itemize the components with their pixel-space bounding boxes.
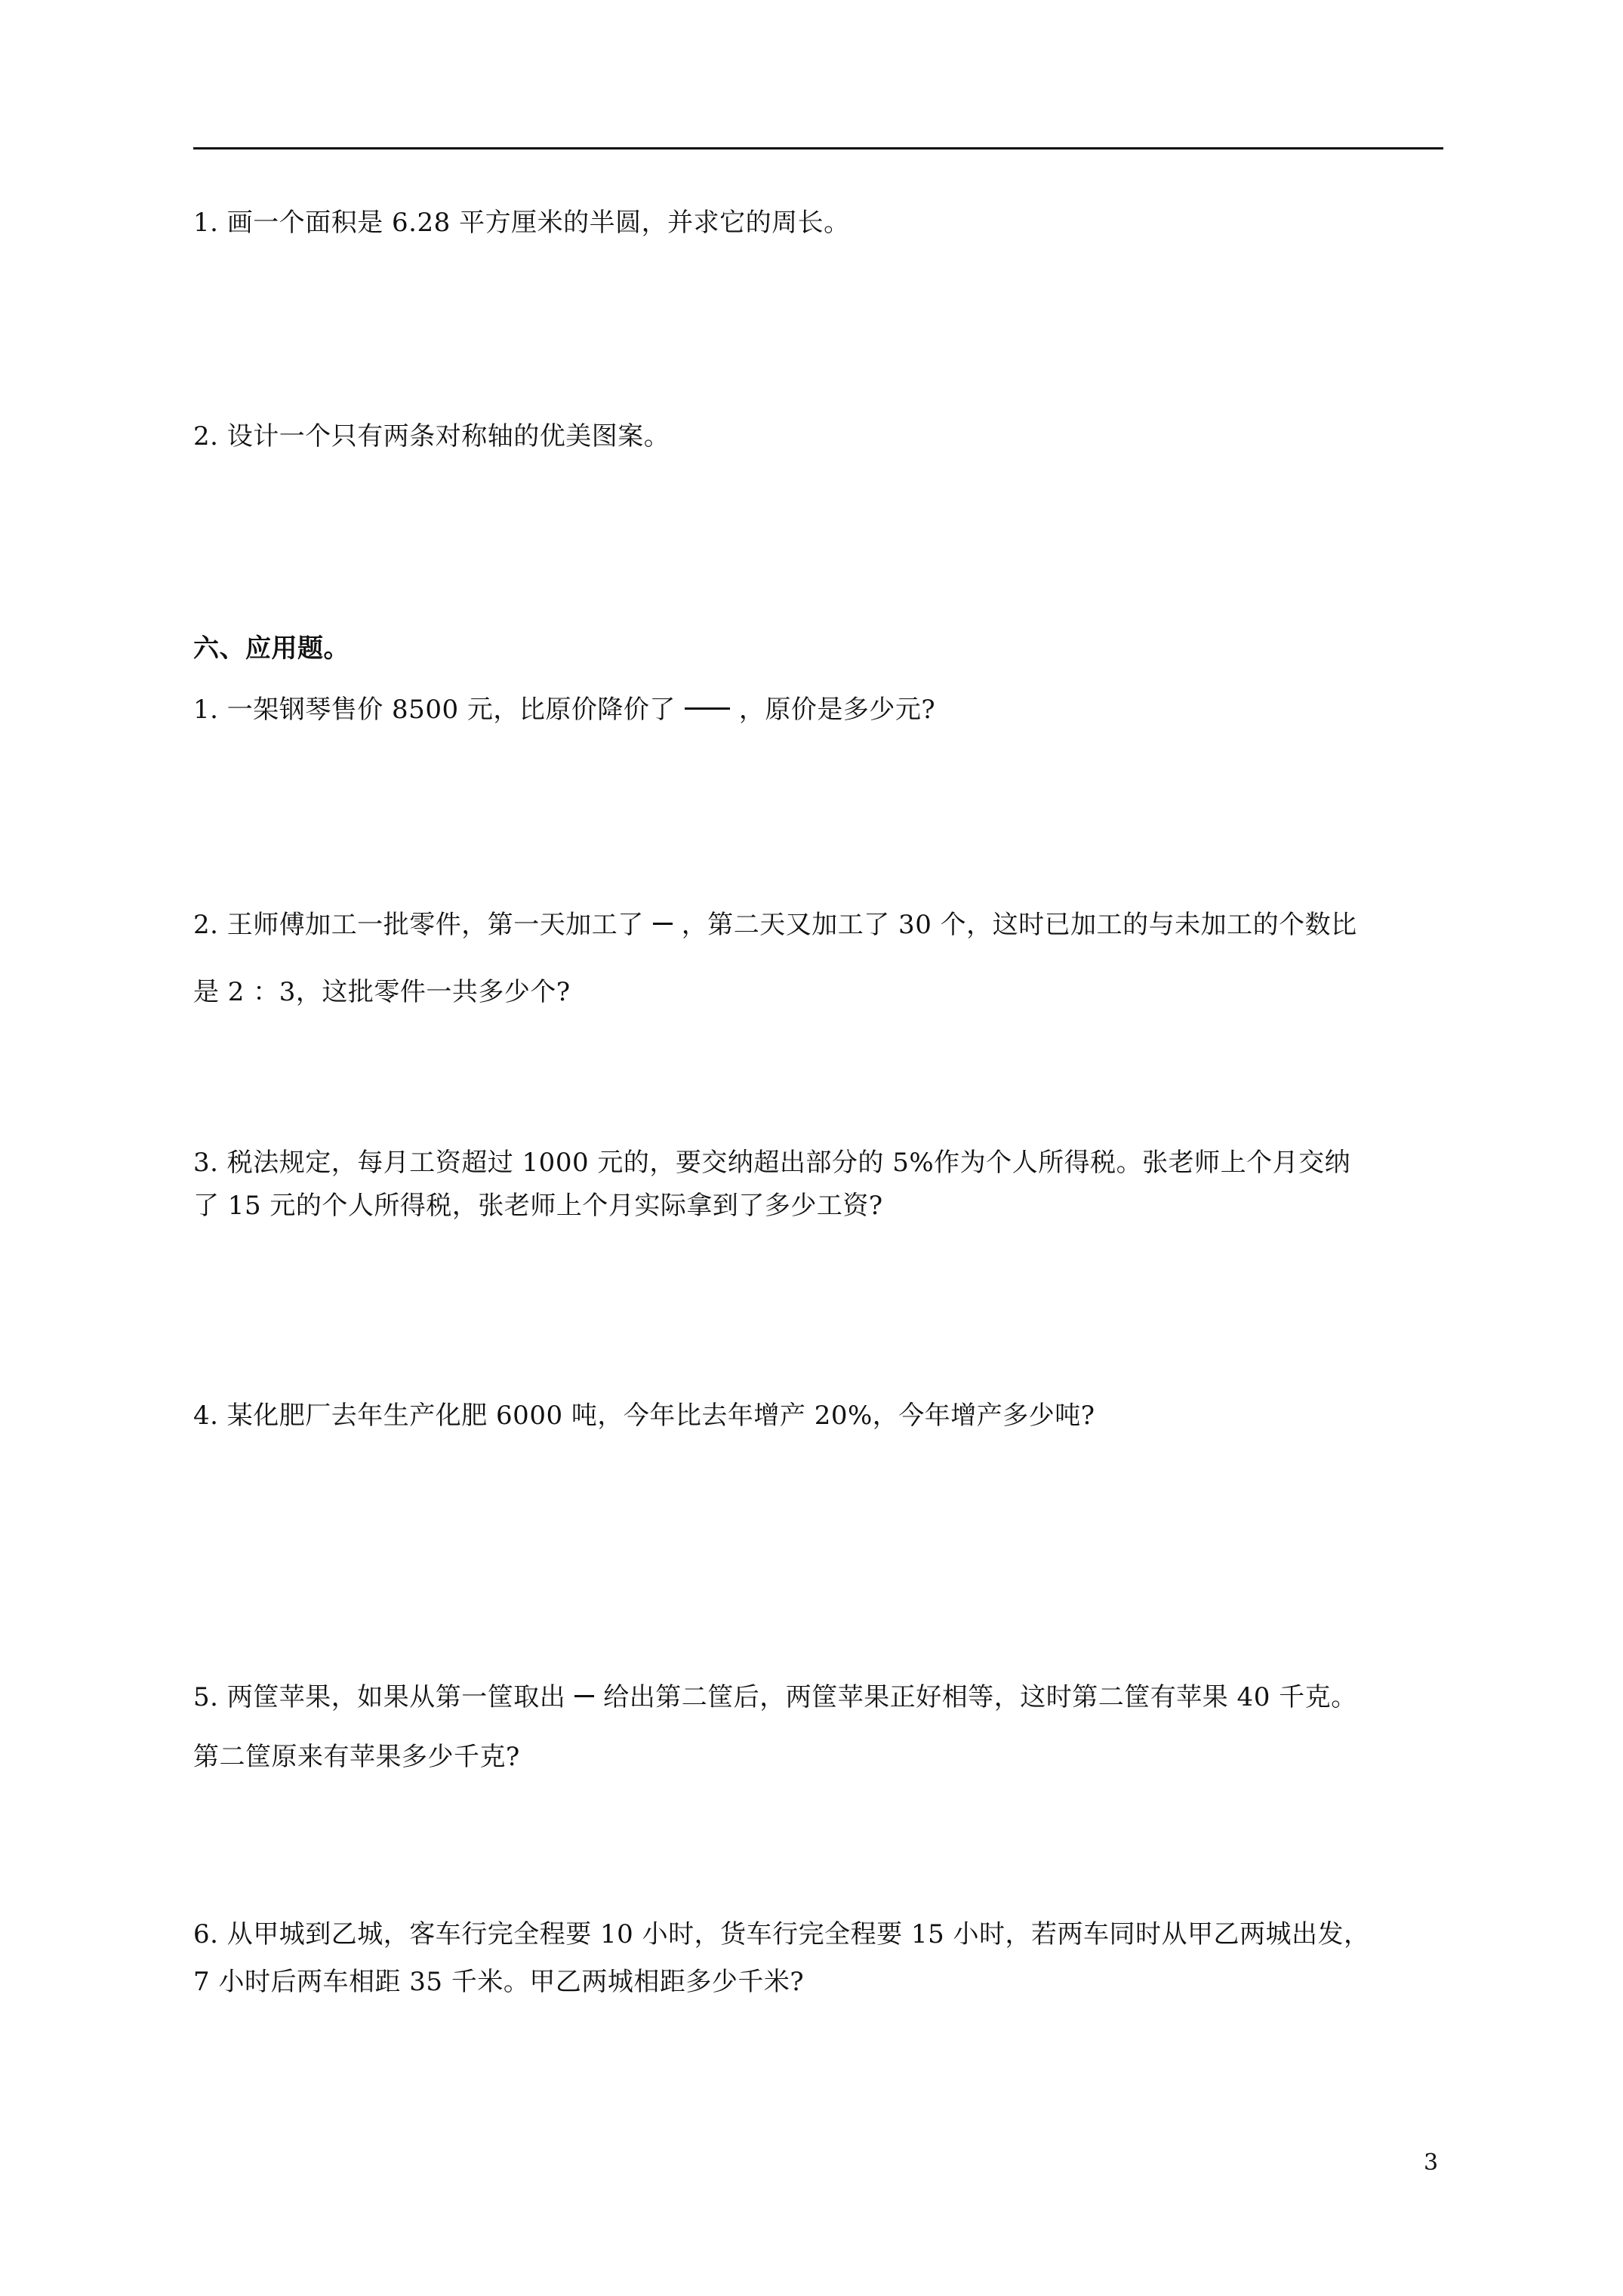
app-q5-text-after: 给出第二筐后，两筐苹果正好相等，这时第二筐有苹果 40 千克。: [603, 1682, 1357, 1712]
fraction-blank: [685, 707, 730, 710]
drawing-question-2: 2. 设计一个只有两条对称轴的优美图案。: [193, 421, 670, 451]
app-q1-text-after: ，原价是多少元?: [738, 695, 936, 725]
application-question-2-line-2: 是 2 ：3，这批零件一共多少个?: [193, 977, 571, 1007]
application-question-6-line-1: 6. 从甲城到乙城，客车行完全程要 10 小时，货车行完全程要 15 小时，若两车同时从甲乙两城出发，: [193, 1919, 1370, 1949]
application-question-6-line-2: 7 小时后两车相距 35 千米。甲乙两城相距多少千米?: [193, 1967, 805, 1997]
application-question-5-line-1: [193, 1682, 1357, 1712]
drawing-question-1: 1. 画一个面积是 6.28 平方厘米的半圆，并求它的周长。: [193, 208, 850, 238]
section-title-application: 六、应用题。: [193, 633, 350, 664]
application-question-2-line-1: [193, 910, 1357, 940]
application-question-5-line-2: 第二筐原来有苹果多少千克?: [193, 1742, 520, 1772]
app-q5-text-before: 5. 两筐苹果，如果从第一筐取出: [193, 1682, 566, 1712]
app-q2-text-before: 2. 王师傅加工一批零件，第一天加工了: [193, 910, 644, 940]
application-question-3-line-1: 3. 税法规定，每月工资超过 1000 元的，要交纳超出部分的 5%作为个人所得税。张老师上个月交纳: [193, 1148, 1351, 1178]
header-rule: [193, 147, 1443, 149]
fraction-blank: [574, 1695, 594, 1697]
application-question-4: 4. 某化肥厂去年生产化肥 6000 吨，今年比去年增产 20%，今年增产多少吨?: [193, 1401, 1095, 1431]
app-q1-text-before: 1. 一架钢琴售价 8500 元，比原价降价了: [193, 695, 676, 725]
page-number: 3: [1424, 2150, 1439, 2176]
app-q2-text-after: ，第二天又加工了 30 个，这时已加工的与未加工的个数比: [681, 910, 1357, 940]
application-question-1: [193, 695, 935, 725]
fraction-blank: [653, 923, 673, 925]
application-question-3-line-2: 了 15 元的个人所得税，张老师上个月实际拿到了多少工资?: [193, 1191, 883, 1221]
